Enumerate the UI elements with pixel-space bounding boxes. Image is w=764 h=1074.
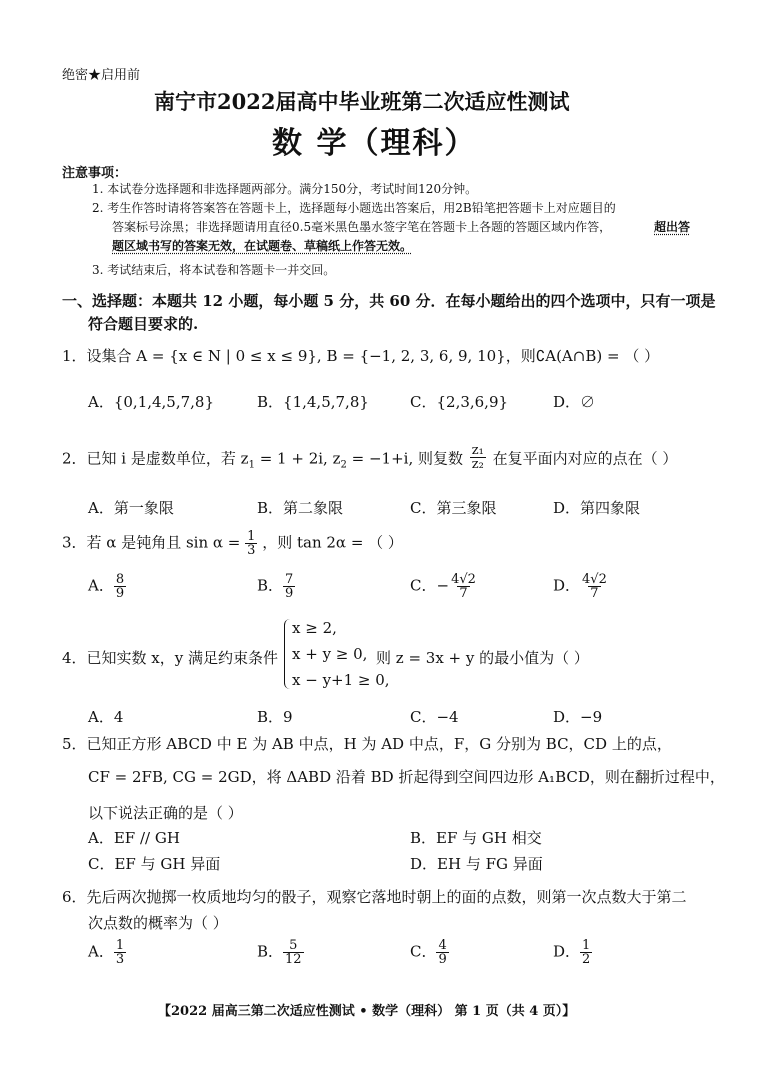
exam-title: 南宁市2022届高中毕业班第二次适应性测试 bbox=[154, 89, 570, 114]
q3-option-c bbox=[410, 573, 478, 600]
q2-stem-b: = 1 + 2i, z bbox=[254, 449, 341, 468]
q6-option-a bbox=[88, 939, 126, 966]
q1-option-d: D．∅ bbox=[553, 393, 596, 411]
q2-stem-d: 在复平面内对应的点在（ ） bbox=[492, 449, 678, 468]
q2-stem-c: = −1+i, 则复数 bbox=[346, 449, 463, 468]
q6-opt-b-label: B． bbox=[257, 942, 284, 961]
q3-frac-den: 3 bbox=[247, 543, 256, 558]
q2-stem bbox=[62, 443, 678, 473]
q6-opt-a-label: A． bbox=[88, 942, 114, 961]
q5-line3: 以下说法正确的是（ ） bbox=[88, 804, 243, 822]
q4-option-c: C．−4 bbox=[410, 708, 459, 726]
notice-item-3: 3. 考试结束后，将本试卷和答题卡一并交回。 bbox=[92, 263, 336, 277]
q6-opt-a-frac bbox=[114, 939, 126, 966]
q3-opt-a-label: A． bbox=[88, 576, 114, 595]
q3-option-b bbox=[257, 573, 295, 600]
q3-opt-d-frac bbox=[580, 573, 609, 600]
q3-opt-d-den: 7 bbox=[590, 586, 599, 601]
q3-opt-b-label: B． bbox=[257, 576, 284, 595]
q4-option-d: D．−9 bbox=[553, 708, 603, 726]
q5-option-d: D．EH 与 FG 异面 bbox=[410, 855, 543, 873]
q5-option-c: C．EF 与 GH 异面 bbox=[88, 855, 221, 873]
q3-opt-b-den: 9 bbox=[285, 586, 294, 601]
q4-brace bbox=[284, 619, 291, 689]
q3-option-d bbox=[553, 573, 609, 600]
q3-stem-b: ，则 tan 2α = （ ） bbox=[262, 533, 403, 552]
q4-option-b: B．9 bbox=[257, 708, 293, 726]
q4-stem-b: 则 z = 3x + y 的最小值为（ ） bbox=[376, 649, 589, 667]
q2-sub2: 2 bbox=[340, 459, 347, 471]
q2-option-d: D．第四象限 bbox=[553, 499, 641, 517]
q6-opt-d-num: 1 bbox=[582, 938, 591, 953]
q2-option-a: A．第一象限 bbox=[88, 499, 174, 517]
q6-opt-c-label: C． bbox=[410, 942, 437, 961]
q3-opt-b-num: 7 bbox=[285, 572, 294, 587]
q3-frac-num: 1 bbox=[247, 529, 256, 544]
q3-opt-c-num: 4√2 bbox=[451, 572, 476, 587]
q6-opt-d-label: D． bbox=[553, 942, 581, 961]
q3-opt-b-frac bbox=[283, 573, 295, 600]
q5-option-a: A．EF // GH bbox=[88, 829, 180, 847]
q6-opt-d-den: 2 bbox=[582, 952, 591, 967]
notice-item-1: 1. 本试卷分选择题和非选择题两部分。满分150分，考试时间120分钟。 bbox=[92, 182, 478, 196]
q6-opt-c-num: 4 bbox=[438, 938, 447, 953]
q6-option-d bbox=[553, 939, 592, 966]
q1-option-b: B．{1,4,5,7,8} bbox=[257, 393, 369, 411]
q2-option-c: C．第三象限 bbox=[410, 499, 497, 517]
q6-opt-c-den: 9 bbox=[438, 952, 447, 967]
q3-opt-a-den: 9 bbox=[115, 586, 125, 601]
q2-fraction bbox=[470, 444, 486, 471]
section-heading-line1: 一、选择题：本题共 12 小题，每小题 5 分，共 60 分．在每小题给出的四个选项中，只有一项是 bbox=[62, 292, 716, 310]
q3-opt-c-prefix: − bbox=[436, 576, 450, 595]
q4-stem-a: 4．已知实数 x，y 满足约束条件 bbox=[62, 649, 279, 667]
q5-line2: CF = 2FB, CG = 2GD，将 ΔABD 沿着 BD 折起得到空间四边形 A₁BCD，则在翻折过程中， bbox=[88, 768, 725, 786]
q1-option-a: A．{0,1,4,5,7,8} bbox=[88, 393, 215, 411]
q6-opt-a-num: 1 bbox=[115, 938, 125, 953]
q2-sub1: 1 bbox=[248, 459, 255, 471]
notice-item-2-bold: 超出答 bbox=[654, 220, 691, 234]
notice-item-2: 2. 考生作答时请将答案答在答题卡上，选择题每小题选出答案后，用2B铅笔把答题卡上对应题目的 bbox=[92, 201, 616, 215]
q4-condition-2: x + y ≥ 0, bbox=[292, 645, 368, 663]
q3-opt-c-label: C． bbox=[410, 576, 437, 595]
notice-item-2-bold-cont: 题区域书写的答案无效，在试题卷、草稿纸上作答无效。 bbox=[112, 239, 413, 253]
q3-opt-a-num: 8 bbox=[115, 572, 125, 587]
q2-frac-num: z₁ bbox=[471, 443, 484, 458]
q6-opt-a-den: 3 bbox=[115, 952, 125, 967]
notice-heading: 注意事项： bbox=[62, 166, 128, 181]
secret-label: 绝密★启用前 bbox=[62, 68, 141, 83]
q3-stem bbox=[62, 530, 403, 557]
q2-frac-den: z₂ bbox=[471, 457, 484, 472]
q4-option-a: A．4 bbox=[88, 708, 124, 726]
q1-option-c: C．{2,3,6,9} bbox=[410, 393, 509, 411]
q5-option-b: B．EF 与 GH 相交 bbox=[410, 829, 542, 847]
q3-opt-c-frac bbox=[449, 573, 478, 600]
q3-opt-d-label: D． bbox=[553, 576, 581, 595]
section-heading-line2: 符合题目要求的. bbox=[88, 315, 199, 333]
q6-opt-b-num: 5 bbox=[289, 938, 298, 953]
q6-line1: 6．先后两次抛掷一枚质地均匀的骰子，观察它落地时朝上的面的点数，则第一次点数大于第二 bbox=[62, 888, 687, 906]
q3-opt-c-den: 7 bbox=[459, 586, 468, 601]
q6-opt-b-den: 12 bbox=[285, 952, 302, 967]
subject-title: 数 学（理科） bbox=[272, 126, 477, 161]
q1-stem: 1．设集合 A = {x ∈ N | 0 ≤ x ≤ 9}, B = {−1, 2, 3, 6, 9, 10}，则∁A(A∩B) = （ ） bbox=[62, 347, 660, 365]
q2-option-b: B．第二象限 bbox=[257, 499, 344, 517]
q6-option-c bbox=[410, 939, 449, 966]
q3-opt-d-num: 4√2 bbox=[582, 572, 607, 587]
q6-line2: 次点数的概率为（ ） bbox=[88, 914, 228, 932]
q3-fraction bbox=[245, 530, 257, 557]
q4-condition-1: x ≥ 2, bbox=[292, 619, 337, 637]
q2-stem-a: 2．已知 i 是虚数单位，若 z bbox=[62, 449, 249, 468]
q3-option-a bbox=[88, 573, 126, 600]
q3-opt-a-frac bbox=[114, 573, 126, 600]
q6-opt-b-frac bbox=[283, 939, 304, 966]
q6-opt-c-frac bbox=[436, 939, 448, 966]
q6-opt-d-frac bbox=[580, 939, 592, 966]
q6-option-b bbox=[257, 939, 304, 966]
q4-condition-3: x − y+1 ≥ 0, bbox=[292, 671, 390, 689]
notice-item-2-cont: 答案标号涂黑；非选择题请用直径0.5毫米黑色墨水签字笔在答题卡上各题的答题区域内作答， bbox=[112, 220, 612, 234]
q3-stem-a: 3．若 α 是钝角且 sin α = bbox=[62, 533, 241, 552]
q5-line1: 5．已知正方形 ABCD 中 E 为 AB 中点，H 为 AD 中点，F，G 分别为 BC，CD 上的点， bbox=[62, 735, 672, 753]
page-footer: 【2022 届高三第二次适应性测试 • 数学（理科） 第 1 页（共 4 页）】 bbox=[158, 1004, 576, 1019]
